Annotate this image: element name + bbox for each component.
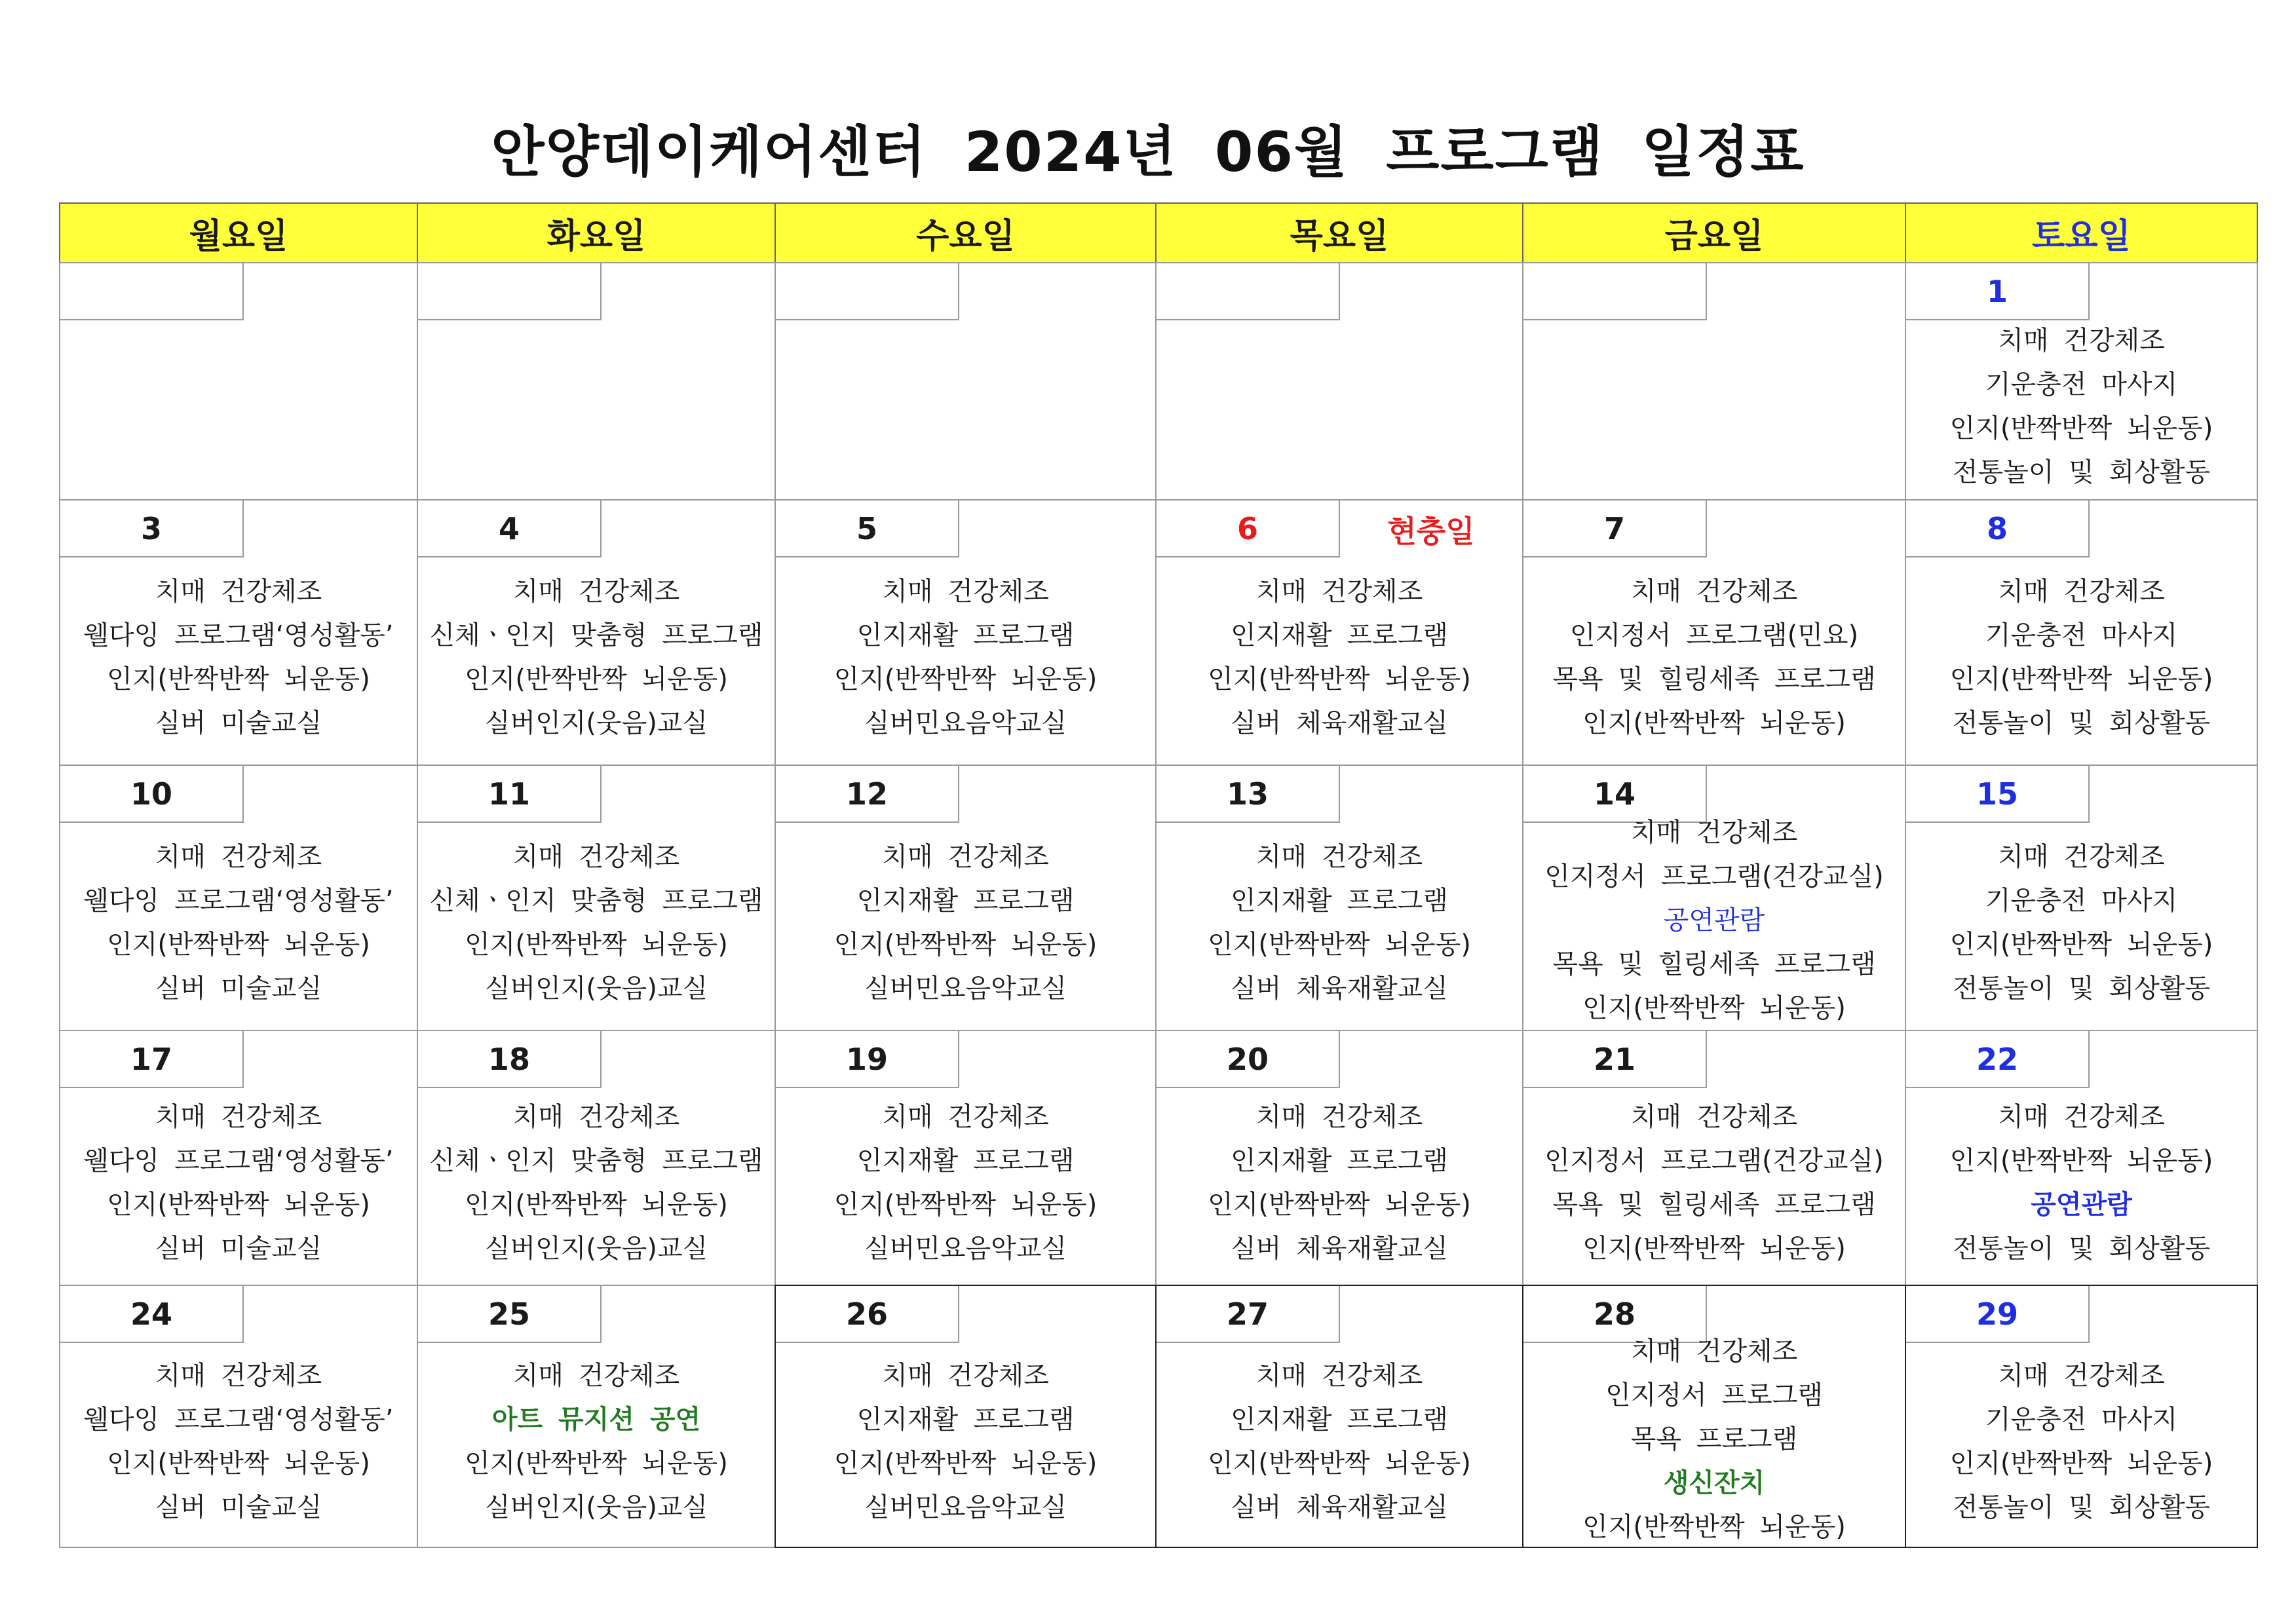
program-item: 생신잔치 [1663,1467,1765,1498]
program-item: 인지정서 프로그램(건강교실) [1544,861,1884,892]
day-number: 7 [1523,500,1707,557]
program-item: 전통놀이 및 회상활동 [1952,973,2211,1004]
day-cell [1905,499,2258,766]
program-item: 인지(반짝반짝 뇌운동) [833,1190,1098,1220]
program-item: 인지(반짝반짝 뇌운동) [1582,1511,1846,1542]
day-number: 6 [1157,500,1340,557]
program-item: 치매 건강체조 [155,1102,322,1132]
program-item: 실버 체육재활교실 [1231,1234,1448,1264]
program-item: 인지정서 프로그램 [1605,1380,1823,1410]
program-item: 인지(반짝반짝 뇌운동) [833,664,1098,694]
program-item: 치매 건강체조 [512,842,680,872]
program-item: 인지정서 프로그램(민요) [1569,620,1859,651]
program-item: 인지재활 프로그램 [856,1146,1075,1176]
program-item: 치매 건강체조 [882,842,1049,872]
program-item: 치매 건강체조 [882,576,1049,607]
day-cell [1905,1285,2258,1548]
day-number [1157,263,1340,320]
program-list [776,557,1155,758]
day-number: 27 [1157,1286,1340,1343]
day-number: 29 [1906,1286,2090,1343]
program-item: 실버 미술교실 [155,973,322,1004]
day-cell [1522,765,1906,1031]
program-item: 치매 건강체조 [1255,1102,1423,1132]
day-number: 10 [60,766,244,823]
program-list [418,1343,775,1540]
program-item: 실버인지(웃음)교실 [484,1492,708,1522]
program-item: 인지(반짝반짝 뇌운동) [833,930,1098,960]
day-cell [1522,499,1906,766]
day-cell [775,1285,1157,1548]
program-item: 전통놀이 및 회상활동 [1952,1234,2211,1264]
day-number: 15 [1906,766,2090,823]
program-item: 치매 건강체조 [512,1102,680,1132]
day-number [1523,263,1707,320]
day-cell [1905,262,2258,500]
day-cell [775,262,1157,500]
program-item: 실버 체육재활교실 [1231,708,1448,738]
program-list [60,1343,417,1540]
program-item: 인지정서 프로그램(건강교실) [1544,1146,1884,1176]
day-number: 12 [776,766,959,823]
program-item: 신체ㆍ인지 맞춤형 프로그램 [429,620,763,651]
day-number: 3 [60,500,244,557]
program-item: 목욕 및 힐링세족 프로그램 [1552,949,1876,979]
program-item: 아트 뮤지션 공연 [491,1404,701,1435]
holiday-label: 현충일 [1387,513,1475,549]
day-cell [1155,262,1523,500]
program-item: 웰다잉 프로그램‘영성활동’ [83,886,394,916]
program-list [1157,823,1522,1023]
program-item: 실버인지(웃음)교실 [484,1234,708,1264]
day-number: 25 [418,1286,602,1343]
day-number: 1 [1906,263,2090,320]
program-list [1906,823,2257,1023]
program-item: 치매 건강체조 [1255,576,1423,607]
day-cell [417,1285,776,1548]
day-cell [1522,1030,1906,1286]
day-cell [417,1030,776,1286]
program-item: 인지재활 프로그램 [1231,1404,1448,1435]
program-list [1906,1088,2257,1278]
day-cell [1155,1030,1523,1286]
day-number: 28 [1523,1286,1707,1343]
program-item: 인지재활 프로그램 [1231,886,1448,916]
program-item: 치매 건강체조 [1630,818,1798,848]
program-item: 실버 미술교실 [155,1234,322,1264]
program-item: 인지(반짝반짝 뇌운동) [107,930,370,960]
weekday-header: 월요일 [59,202,418,263]
day-number: 20 [1157,1031,1340,1088]
day-cell [417,262,776,500]
program-item: 치매 건강체조 [155,1360,322,1391]
program-item: 치매 건강체조 [1998,842,2165,872]
day-cell [1905,1030,2258,1286]
program-item: 인지(반짝반짝 뇌운동) [1949,1448,2213,1479]
program-item: 치매 건강체조 [1998,576,2165,607]
program-list [1523,557,1905,758]
program-item: 인지(반짝반짝 뇌운동) [1582,993,1846,1023]
day-number: 4 [418,500,602,557]
program-item: 인지(반짝반짝 뇌운동) [1949,930,2213,960]
day-number: 13 [1157,766,1340,823]
program-item: 치매 건강체조 [882,1360,1049,1391]
program-item: 인지(반짝반짝 뇌운동) [1949,664,2213,694]
day-number: 24 [60,1286,244,1343]
program-item: 전통놀이 및 회상활동 [1952,1492,2211,1522]
program-item: 웰다잉 프로그램‘영성활동’ [83,1404,394,1435]
program-item: 인지(반짝반짝 뇌운동) [1208,1190,1471,1220]
program-item: 공연관람 [2031,1190,2132,1220]
program-item: 목욕 및 힐링세족 프로그램 [1552,1190,1876,1220]
program-list [1523,1329,1905,1548]
program-item: 인지재활 프로그램 [856,886,1075,916]
day-cell [1905,765,2258,1031]
page-title: 안양데이케어센터 2024년 06월 프로그램 일정표 [491,120,1805,184]
program-item: 공연관람 [1663,905,1765,935]
program-item: 인지재활 프로그램 [1231,620,1448,651]
program-item: 치매 건강체조 [1255,842,1423,872]
program-item: 인지(반짝반짝 뇌운동) [465,930,728,960]
program-list [1906,557,2257,758]
program-item: 치매 건강체조 [155,842,322,872]
program-item: 치매 건강체조 [1630,1336,1798,1367]
program-item: 치매 건강체조 [1998,1360,2165,1391]
program-list [418,823,775,1023]
weekday-header: 수요일 [775,202,1157,263]
day-cell [59,1030,418,1286]
program-item: 전통놀이 및 회상활동 [1952,457,2211,487]
day-number: 22 [1906,1031,2090,1088]
day-cell [775,765,1157,1031]
weekday-header: 화요일 [417,202,776,263]
day-number: 5 [776,500,959,557]
program-item: 치매 건강체조 [1998,325,2165,356]
program-item: 인지(반짝반짝 뇌운동) [1208,930,1471,960]
program-item: 치매 건강체조 [512,1360,680,1391]
program-item: 기운충전 마사지 [1985,1404,2178,1435]
day-cell [59,765,418,1031]
program-list [60,823,417,1023]
day-number [776,263,959,320]
program-item: 인지(반짝반짝 뇌운동) [833,1448,1098,1479]
day-cell [1155,765,1523,1031]
program-item: 인지(반짝반짝 뇌운동) [1949,1146,2213,1176]
program-item: 인지(반짝반짝 뇌운동) [1208,1448,1471,1479]
program-item: 치매 건강체조 [882,1102,1049,1132]
program-item: 실버 체육재활교실 [1231,973,1448,1004]
program-item: 기운충전 마사지 [1985,620,2178,651]
program-item: 웰다잉 프로그램‘영성활동’ [83,620,394,651]
program-item: 인지(반짝반짝 뇌운동) [107,1448,370,1479]
program-item: 인지재활 프로그램 [1231,1146,1448,1176]
program-list [60,1088,417,1278]
day-cell [59,499,418,766]
program-list [1523,809,1905,1031]
day-number: 14 [1523,766,1707,823]
program-item: 실버 미술교실 [155,1492,322,1522]
program-item: 인지(반짝반짝 뇌운동) [1949,413,2213,444]
program-item: 신체ㆍ인지 맞춤형 프로그램 [429,1146,763,1176]
program-list [418,557,775,758]
program-list [776,1088,1155,1278]
weekday-header: 목요일 [1155,202,1523,263]
program-item: 인지(반짝반짝 뇌운동) [1208,664,1471,694]
program-list [1157,557,1522,758]
program-item: 전통놀이 및 회상활동 [1952,708,2211,738]
program-item: 실버민요음악교실 [864,708,1067,738]
day-cell [775,1030,1157,1286]
day-number: 21 [1523,1031,1707,1088]
weekday-header: 금요일 [1522,202,1906,263]
program-item: 인지(반짝반짝 뇌운동) [465,1190,728,1220]
program-list [1157,1088,1522,1278]
program-item: 신체ㆍ인지 맞춤형 프로그램 [429,886,763,916]
day-cell [417,499,776,766]
program-item: 실버민요음악교실 [864,1234,1067,1264]
program-list [1906,1343,2257,1540]
program-item: 실버민요음악교실 [864,973,1067,1004]
day-number: 19 [776,1031,959,1088]
program-item: 인지(반짝반짝 뇌운동) [465,664,728,694]
day-number: 11 [418,766,602,823]
program-item: 인지(반짝반짝 뇌운동) [465,1448,728,1479]
program-item: 인지(반짝반짝 뇌운동) [107,664,370,694]
day-number: 17 [60,1031,244,1088]
day-cell [1522,262,1906,500]
program-item: 인지재활 프로그램 [856,620,1075,651]
program-item: 기운충전 마사지 [1985,369,2178,400]
program-item: 인지(반짝반짝 뇌운동) [107,1190,370,1220]
program-item: 실버 체육재활교실 [1231,1492,1448,1522]
day-cell [59,1285,418,1548]
program-item: 기운충전 마사지 [1985,886,2178,916]
program-item: 치매 건강체조 [1255,1360,1423,1391]
day-cell [1155,1285,1523,1548]
program-item: 치매 건강체조 [1630,576,1798,607]
program-list [418,1088,775,1278]
program-item: 치매 건강체조 [155,576,322,607]
day-cell [59,262,418,500]
program-item: 목욕 프로그램 [1630,1424,1798,1454]
program-list [1906,320,2257,493]
day-number [418,263,602,320]
program-item: 실버인지(웃음)교실 [484,708,708,738]
weekday-header: 토요일 [1905,202,2258,263]
program-item: 실버민요음악교실 [864,1492,1067,1522]
program-list [776,823,1155,1023]
day-cell [1522,1285,1906,1548]
program-item: 치매 건강체조 [1630,1102,1798,1132]
program-item: 치매 건강체조 [512,576,680,607]
day-number [60,263,244,320]
day-number: 8 [1906,500,2090,557]
program-item: 인지(반짝반짝 뇌운동) [1582,1234,1846,1264]
program-item: 목욕 및 힐링세족 프로그램 [1552,664,1876,694]
program-item: 인지재활 프로그램 [856,1404,1075,1435]
day-number: 18 [418,1031,602,1088]
day-cell [417,765,776,1031]
day-cell [1155,499,1523,766]
program-item: 인지(반짝반짝 뇌운동) [1582,708,1846,738]
program-list [776,1343,1155,1540]
schedule-calendar [59,202,2257,1547]
day-cell [775,499,1157,766]
program-list [1157,1343,1522,1540]
day-number: 26 [776,1286,959,1343]
program-item: 치매 건강체조 [1998,1102,2165,1132]
program-item: 웰다잉 프로그램‘영성활동’ [83,1146,394,1176]
program-list [60,557,417,758]
program-list [1523,1088,1905,1278]
program-item: 실버인지(웃음)교실 [484,973,708,1004]
program-item: 실버 미술교실 [155,708,322,738]
